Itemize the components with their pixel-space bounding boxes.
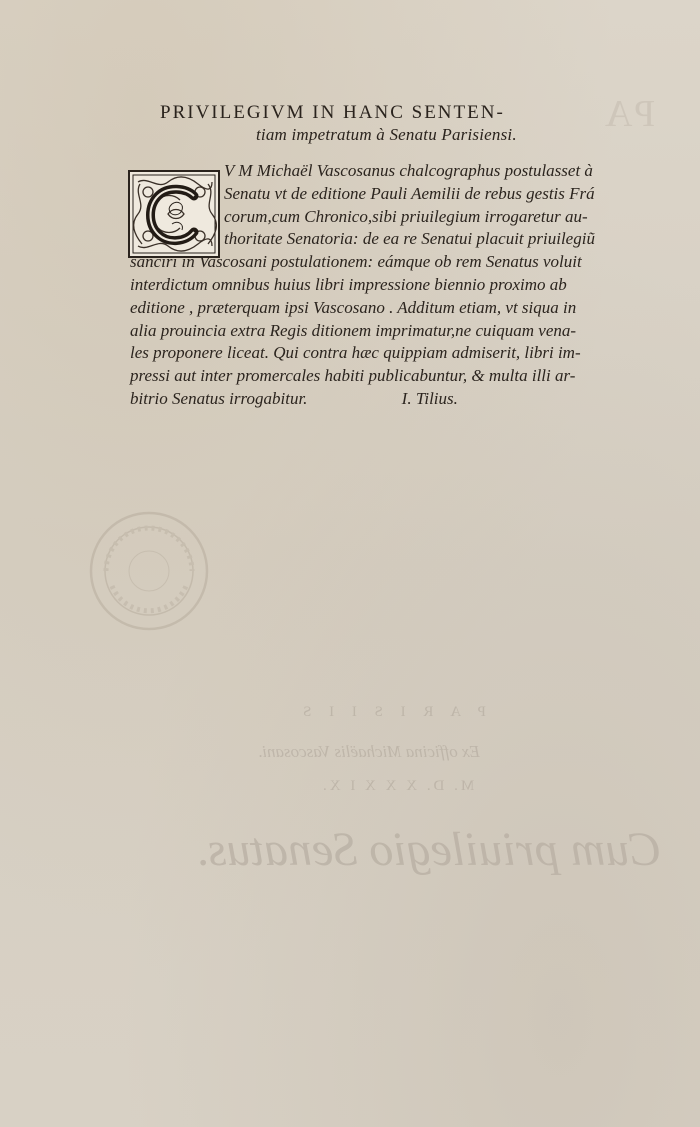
text-line: Senatu vt de editione Pauli Aemilii de rebus gestis Frá [224, 183, 595, 203]
bleed-through-title: PA [600, 93, 656, 135]
bleed-through-printer: Ex officina Michaëlis Vascosani. [258, 742, 480, 761]
heading-line-1: PRIVILEGIVM IN HANC SENTEN- [160, 102, 505, 123]
text-line: editione , præterquam ipsi Vascosano . Additum etiam, vt siqua in [130, 297, 577, 317]
text-line: alia prouincia extra Regis ditionem imprimatur,ne cuiquam vena- [130, 320, 577, 340]
bleed-through-city: P A R I S I I S [296, 704, 486, 720]
text-line: les proponere liceat. Qui contra hæc quippiam admiserit, libri im- [130, 343, 581, 363]
bleed-through-date: M. D. X X X I X. [320, 778, 475, 794]
text-line: thoritate Senatoria: de ea re Senatui placuit priuilegiũ [224, 229, 595, 249]
library-stamp [86, 508, 212, 634]
bleed-through-privilege: Cum priuilegio Senatus. [196, 823, 662, 876]
text-line: corum,cum Chronico,sibi priuilegium irrogaretur au- [224, 206, 588, 226]
signature: I. Tilius. [401, 388, 458, 408]
text-line: interdictum omnibus huius libri impressione biennio proximo ab [130, 274, 567, 294]
closing-line [130, 388, 650, 411]
heading-line-2: tiam impetratum à Senatu Parisiensi. [256, 125, 517, 144]
privilege-heading [160, 102, 600, 146]
closing-text: bitrio Senatus irrogabitur. [130, 388, 308, 408]
privilege-text [130, 160, 650, 411]
text-line: V M Michaël Vascosanus chalcographus postulasset à [224, 161, 593, 180]
text-line: pressi aut inter promercales habiti publicabuntur, & multa illi ar- [130, 366, 576, 386]
text-line: sanciri in Vascosani postulationem: eámque ob rem Senatus voluit [130, 252, 582, 272]
